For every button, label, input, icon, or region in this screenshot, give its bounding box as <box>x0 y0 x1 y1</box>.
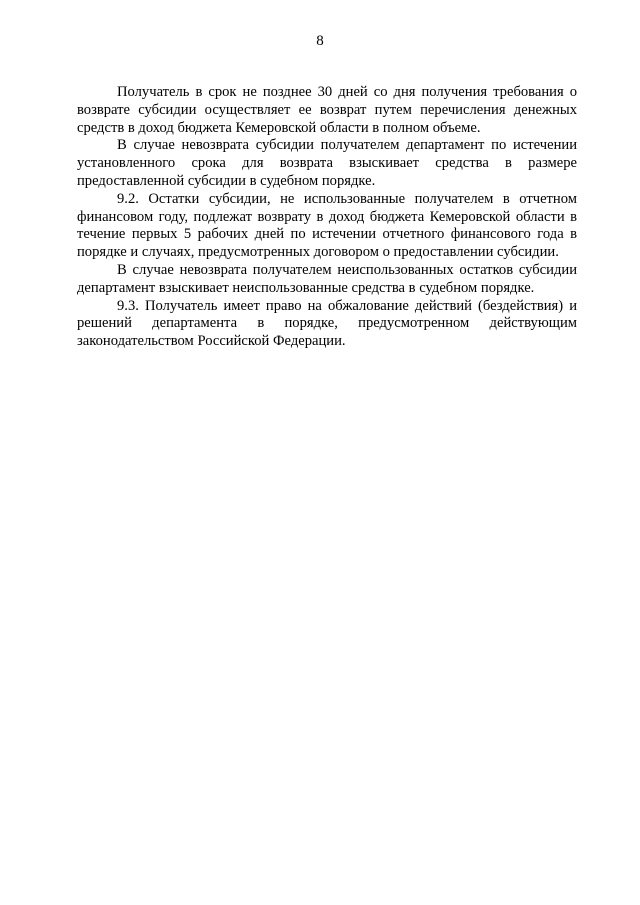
paragraph-subsidy-return: Получатель в срок не позднее 30 дней со дня получения требования о возврате субсидии осуществляет ее возврат путем перечисления денежных средств в доход бюджета Кемеровской области в полном объеме. <box>77 84 577 136</box>
page-number: 8 <box>316 33 324 49</box>
document-body <box>77 84 577 351</box>
paragraph-unused-balances-court: В случае невозврата получателем неиспользованных остатков субсидии департамент взыскивает неиспользованные средства в судебном порядке. <box>77 261 577 296</box>
paragraph-9-2-unused-balances: 9.2. Остатки субсидии, не использованные получателем в отчетном финансовом году, подлежат возврату в доход бюджета Кемеровской области в течение первых 5 рабочих дней по истечении отчетного финансового года в порядке и случаях, предусмотренных договором о предоставлении субсидии. <box>77 190 577 261</box>
paragraph-9-3-appeal-right: 9.3. Получатель имеет право на обжалование действий (бездействия) и решений департамента в порядке, предусмотренном действующим законодательством Российской Федерации. <box>77 297 577 350</box>
paragraph-non-return-court: В случае невозврата субсидии получателем департамент по истечении установленного срока для возврата взыскивает средства в размере предоставленной субсидии в судебном порядке. <box>77 137 577 189</box>
